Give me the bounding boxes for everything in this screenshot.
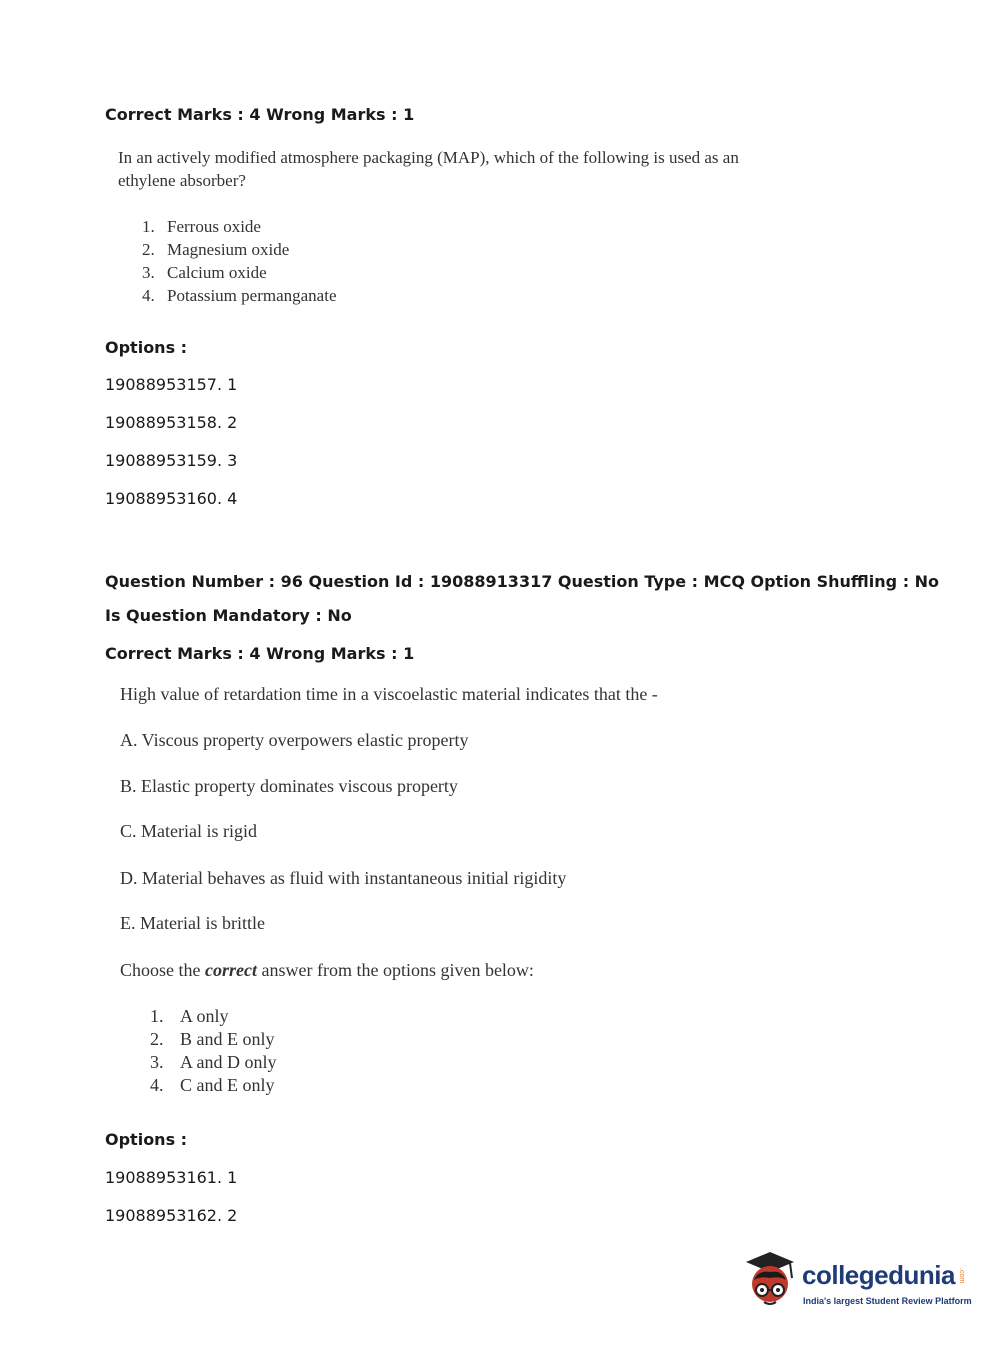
choice-number: 3. xyxy=(142,263,155,282)
choose-emphasis: correct xyxy=(205,960,257,980)
choice-text: A and D only xyxy=(180,1052,277,1072)
q95-choice xyxy=(142,263,267,283)
q95-option: 19088953160. 4 xyxy=(105,489,238,508)
q95-choice xyxy=(142,240,289,260)
logo-name: collegedunia xyxy=(802,1260,955,1290)
choice-number: 4. xyxy=(142,286,155,305)
q96-choose-instruction xyxy=(120,960,534,981)
q95-option: 19088953158. 2 xyxy=(105,413,238,432)
mascot-icon xyxy=(740,1250,800,1320)
q96-statement: A. Viscous property overpowers elastic property xyxy=(120,730,469,750)
collegedunia-logo[interactable] xyxy=(740,1250,980,1320)
choice-number: 2. xyxy=(142,240,155,259)
q96-options-label: Options : xyxy=(105,1130,188,1149)
q96-option: 19088953161. 1 xyxy=(105,1168,238,1187)
q96-mandatory: Is Question Mandatory : No xyxy=(105,606,352,625)
q95-choice xyxy=(142,286,337,306)
choice-text: Ferrous oxide xyxy=(167,217,261,236)
q96-statement: C. Material is rigid xyxy=(120,821,257,841)
q96-statement: D. Material behaves as fluid with instantaneous initial rigidity xyxy=(120,868,567,888)
choice-text: B and E only xyxy=(180,1029,275,1049)
q96-option: 19088953162. 2 xyxy=(105,1206,238,1225)
q96-header: Question Number : 96 Question Id : 19088913317 Question Type : MCQ Option Shuffling : No xyxy=(105,572,940,591)
choice-text: Potassium permanganate xyxy=(167,286,337,305)
choose-pre: Choose the xyxy=(120,960,205,980)
choice-number: 4. xyxy=(150,1075,164,1095)
q95-marks: Correct Marks : 4 Wrong Marks : 1 xyxy=(105,105,415,124)
q95-options-label: Options : xyxy=(105,338,188,357)
q96-choice xyxy=(150,1006,229,1027)
choice-text: Calcium oxide xyxy=(167,263,267,282)
choice-number: 3. xyxy=(150,1052,164,1072)
q95-stem-line2: ethylene absorber? xyxy=(118,171,246,190)
choice-text: A only xyxy=(180,1006,229,1026)
q96-statement: E. Material is brittle xyxy=(120,913,265,933)
logo-suffix: .com xyxy=(958,1268,965,1284)
q95-option: 19088953157. 1 xyxy=(105,375,238,394)
q95-option: 19088953159. 3 xyxy=(105,451,238,470)
logo-tagline: India's largest Student Review Platform xyxy=(803,1296,972,1306)
choice-text: Magnesium oxide xyxy=(167,240,290,259)
choice-text: C and E only xyxy=(180,1075,275,1095)
choose-post: answer from the options given below: xyxy=(256,960,534,980)
choice-number: 1. xyxy=(150,1006,164,1026)
choice-number: 1. xyxy=(142,217,155,236)
q96-stem: High value of retardation time in a viscoelastic material indicates that the - xyxy=(120,684,658,704)
q95-choice xyxy=(142,217,261,237)
q96-marks: Correct Marks : 4 Wrong Marks : 1 xyxy=(105,644,415,663)
q96-statement: B. Elastic property dominates viscous property xyxy=(120,776,458,796)
q95-stem-line1: In an actively modified atmosphere packaging (MAP), which of the following is used as an xyxy=(118,148,739,167)
choice-number: 2. xyxy=(150,1029,164,1049)
q96-choice xyxy=(150,1029,275,1050)
q96-choice xyxy=(150,1075,275,1096)
q96-choice xyxy=(150,1052,277,1073)
